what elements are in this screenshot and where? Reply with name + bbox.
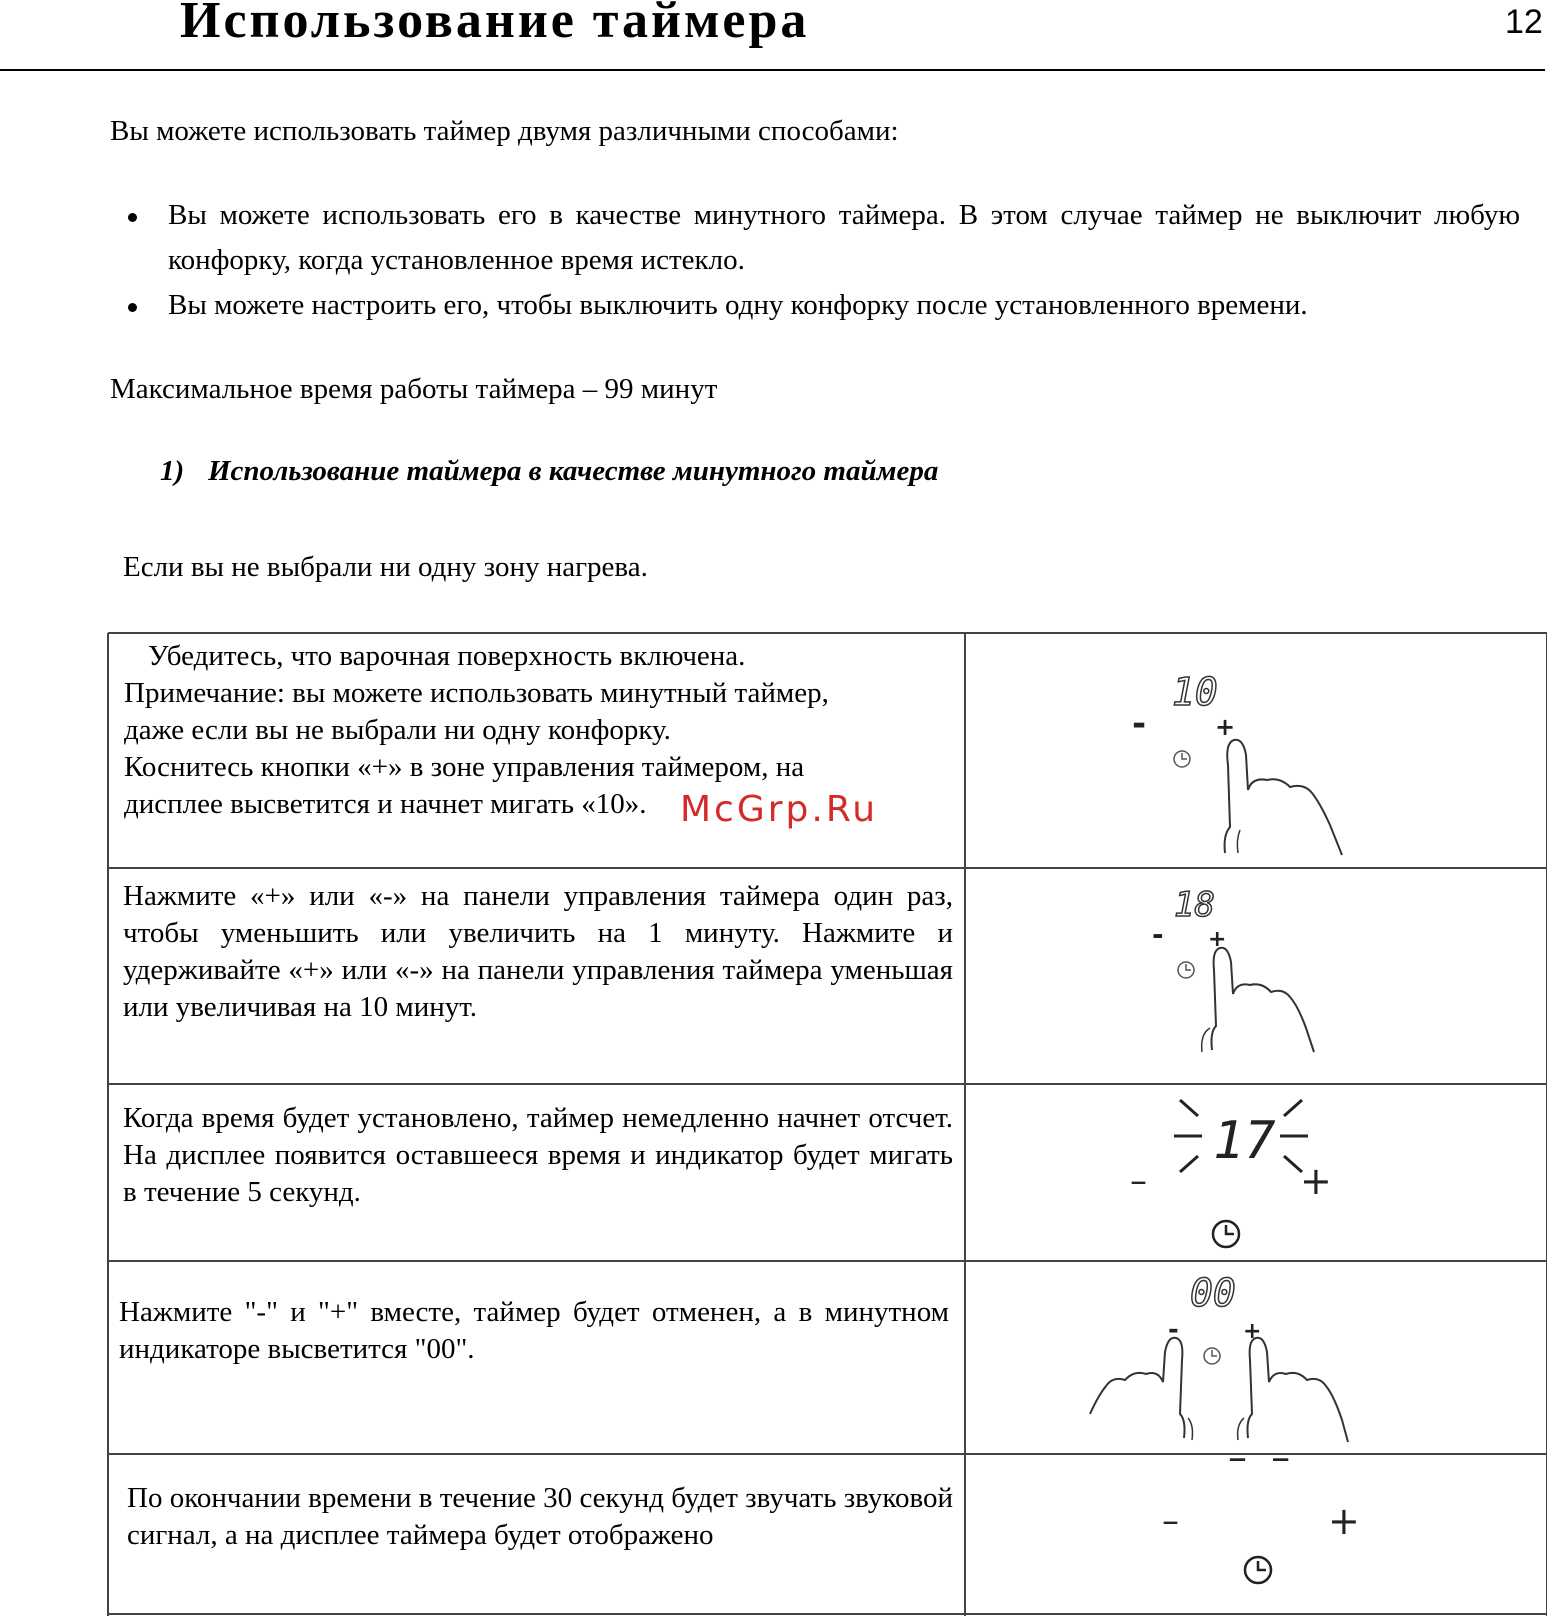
- bullet-list: [110, 193, 1520, 328]
- timer-display: 10: [1172, 670, 1218, 714]
- plus-sign: +: [1243, 1319, 1262, 1344]
- timer-display: – –: [1228, 1440, 1297, 1479]
- step-1-line: дисплее высветится и начнет мигать «10».: [124, 788, 647, 820]
- step-4-illustration: [1080, 1270, 1360, 1445]
- step-1-line: Убедитесь, что варочная поверхность включена.: [148, 640, 746, 672]
- minus-sign: –: [1130, 1161, 1147, 1201]
- watermark: McGrp.Ru: [680, 789, 879, 830]
- left-hand-icon: [1090, 1338, 1185, 1438]
- clock-icon: [1245, 1557, 1271, 1583]
- hand-pointer-icon: [1212, 948, 1315, 1052]
- plus-sign: +: [1328, 1499, 1360, 1543]
- step-3-illustration: [1120, 1086, 1360, 1256]
- step-2-illustration: [1140, 882, 1340, 1062]
- list-item: Вы можете настроить его, чтобы выключить одну конфорку после установленного времени.: [110, 283, 1520, 328]
- clock-icon: [1174, 751, 1190, 767]
- step-1-illustration: [1120, 665, 1360, 865]
- page-number: 12: [1505, 3, 1543, 41]
- minus-sign: -: [1132, 704, 1147, 744]
- timer-display: 18: [1174, 885, 1215, 925]
- step-2-text: Нажмите «+» или «-» на панели управления таймера один раз, чтобы уменьшить или увеличить на 1 минуту. Нажмите и удерживайте «+» или «-» на панели управления таймера уменьшая или увеличивая на 10 минут.: [123, 880, 953, 1023]
- step-5-illustration: [1150, 1440, 1370, 1590]
- step-1-line: Примечание: вы можете использовать минутный таймер,: [124, 677, 829, 709]
- step-3-text: Когда время будет установлено, таймер немедленно начнет отсчет. На дисплее появится оставшееся время и индикатор будет мигать в течение 5 секунд.: [123, 1102, 953, 1208]
- bullet-icon: [128, 303, 137, 312]
- precondition-text: Если вы не выбрали ни одну зону нагрева.: [123, 551, 648, 583]
- plus-sign: +: [1208, 927, 1227, 952]
- minus-sign: -: [1168, 1315, 1179, 1345]
- max-time-text: Максимальное время работы таймера – 99 минут: [110, 373, 718, 405]
- minus-sign: –: [1162, 1501, 1179, 1541]
- list-item: Вы можете использовать его в качестве минутного таймера. В этом случае таймер не выключит любую конфорку, когда установленное время истекло.: [110, 193, 1520, 283]
- plus-sign: +: [1215, 713, 1236, 741]
- step-5-text: По окончании времени в течение 30 секунд будет звучать звуковой сигнал, а на дисплее таймера будет отображено: [127, 1482, 953, 1551]
- intro-text: Вы можете использовать таймер двумя различными способами:: [110, 115, 899, 147]
- page-title: Использование таймера: [180, 0, 810, 49]
- clock-icon: [1178, 962, 1194, 978]
- clock-icon: [1213, 1221, 1239, 1247]
- minus-sign: -: [1152, 918, 1164, 951]
- plus-sign: +: [1300, 1159, 1332, 1203]
- section-number: 1): [160, 455, 185, 487]
- section-heading: [160, 452, 938, 490]
- header-divider: [0, 69, 1545, 71]
- clock-icon: [1204, 1348, 1220, 1364]
- right-hand-icon: [1248, 1338, 1349, 1442]
- step-4-text: Нажмите "-" и "+" вместе, таймер будет отменен, а в минутном индикаторе высветится "00".: [119, 1296, 949, 1365]
- section-title: Использование таймера в качестве минутного таймера: [208, 455, 939, 487]
- timer-display: 17: [1213, 1111, 1276, 1171]
- hand-pointer-icon: [1225, 740, 1342, 855]
- bullet-icon: [128, 213, 137, 222]
- step-1-line: даже если вы не выбрали ни одну конфорку.: [124, 714, 671, 746]
- step-1-line: Коснитесь кнопки «+» в зоне управления таймером, на: [124, 751, 805, 783]
- timer-display: 00: [1190, 1271, 1236, 1315]
